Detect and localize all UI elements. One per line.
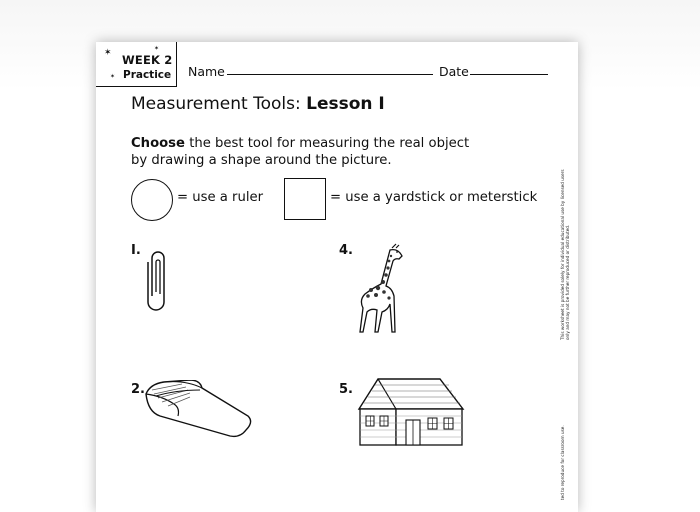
title-prefix: Measurement Tools: (131, 94, 301, 114)
house-icon[interactable] (356, 376, 466, 448)
reproduction-note: ted to reproduce for classroom use. (560, 425, 565, 500)
page-title (131, 94, 385, 114)
star-icon: ✶ (154, 45, 160, 52)
instruction-line-2: by drawing a shape around the picture. (131, 153, 392, 168)
worksheet (96, 42, 578, 512)
instruction-line-1 (131, 136, 469, 151)
name-label: Name (188, 64, 225, 79)
circle-symbol (131, 179, 173, 221)
name-line[interactable] (227, 74, 433, 75)
date-line[interactable] (470, 74, 548, 75)
star-icon: ✶ (110, 73, 116, 80)
copyright-note: This worksheet is provided solely for individual educational use by licensed users only and may not be further reproduced or distributed. (560, 169, 570, 340)
date-label: Date (439, 64, 469, 79)
week-label: WEEK 2 (122, 53, 173, 67)
square-legend: = use a yardstick or meterstick (330, 190, 538, 205)
star-icon: ✶ (104, 48, 112, 58)
week-badge (96, 42, 177, 87)
circle-legend: = use a ruler (177, 190, 264, 205)
item-number: 5. (339, 382, 353, 397)
item-number: 4. (339, 243, 353, 258)
instruction-text: the best tool for measuring the real object (189, 136, 470, 151)
eyeglass-case-icon[interactable] (142, 380, 254, 440)
paper-clip-icon[interactable] (146, 248, 170, 312)
item-number: I. (131, 243, 141, 258)
instruction-bold: Choose (131, 136, 185, 151)
giraffe-icon[interactable] (356, 242, 408, 338)
title-lesson: Lesson I (306, 94, 385, 114)
item-number: 2. (131, 382, 145, 397)
square-symbol (284, 178, 326, 220)
practice-label: Practice (123, 69, 172, 81)
